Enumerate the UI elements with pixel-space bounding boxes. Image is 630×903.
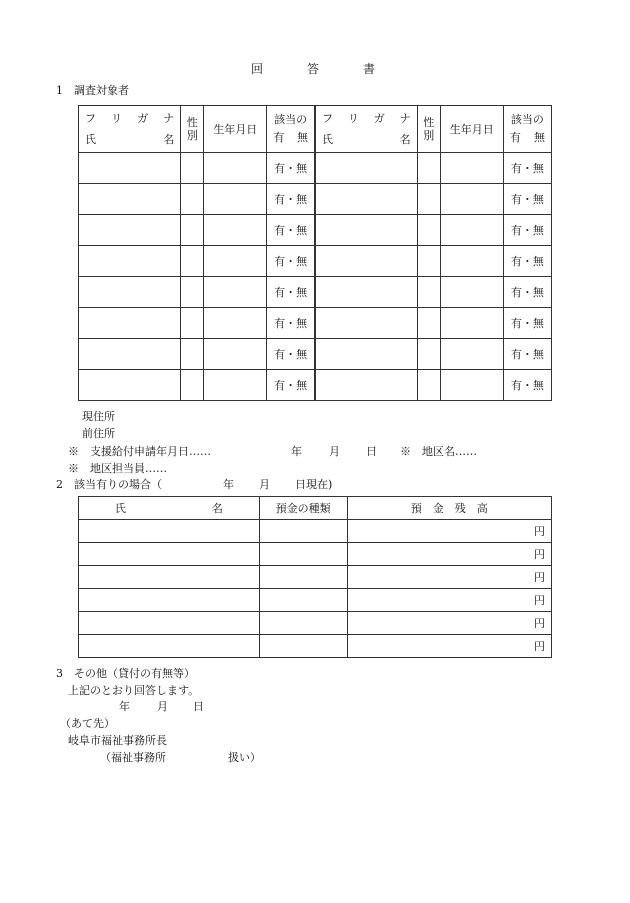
table-row	[79, 184, 552, 215]
umu-cell[interactable]: 有・無	[267, 246, 315, 277]
umu-cell[interactable]: 有・無	[503, 339, 551, 370]
table-row	[79, 246, 552, 277]
yen-cell[interactable]: 円	[347, 566, 552, 589]
umu-cell[interactable]: 有・無	[503, 370, 551, 401]
umu-cell[interactable]: 有・無	[267, 339, 315, 370]
statement-text: 上記のとおり回答します。	[68, 684, 200, 697]
answer-date-day: 日	[193, 700, 204, 713]
support-date-label: ※ 支援給付申請年月日……	[68, 445, 211, 458]
deposits-header-row	[79, 497, 552, 520]
umu-cell[interactable]: 有・無	[503, 153, 551, 184]
yen-cell[interactable]: 円	[347, 612, 552, 635]
table-row	[79, 520, 552, 543]
officer-label: ※ 地区担当員……	[68, 462, 167, 475]
support-date-day: 日	[366, 445, 377, 458]
header-dob: 生年月日	[204, 106, 267, 153]
yen-cell[interactable]: 円	[347, 520, 552, 543]
handled-prefix: （福祉事務所	[100, 751, 166, 764]
umu-cell[interactable]: 有・無	[267, 370, 315, 401]
section2-day: 日現在)	[295, 478, 333, 491]
section2-month: 月	[259, 478, 270, 491]
table-row	[79, 612, 552, 635]
previous-address-label: 前住所	[82, 427, 115, 440]
umu-cell[interactable]: 有・無	[267, 215, 315, 246]
table-row	[79, 308, 552, 339]
header-sex: 性 別	[181, 106, 204, 153]
table-row	[79, 543, 552, 566]
table-row	[79, 370, 552, 401]
umu-cell[interactable]: 有・無	[503, 308, 551, 339]
section1-heading: 1 調査対象者	[56, 84, 129, 97]
table-header-row	[79, 106, 552, 153]
umu-cell[interactable]: 有・無	[267, 308, 315, 339]
header-sex-2: 性 別	[417, 106, 440, 153]
table-row	[79, 215, 552, 246]
umu-cell[interactable]: 有・無	[267, 184, 315, 215]
section2-heading: 2 該当有りの場合（	[56, 478, 162, 491]
section2-year: 年	[223, 478, 234, 491]
header-applicable: 該当の 有 無	[267, 106, 315, 153]
yen-cell[interactable]: 円	[347, 543, 552, 566]
support-date-year: 年	[291, 445, 302, 458]
umu-cell[interactable]: 有・無	[267, 153, 315, 184]
table-row	[79, 153, 552, 184]
page-title: 回答書	[250, 62, 419, 76]
current-address-label: 現住所	[82, 410, 115, 423]
table-row	[79, 566, 552, 589]
support-date-month: 月	[329, 445, 340, 458]
yen-cell[interactable]: 円	[347, 635, 552, 658]
header-deposit-type: 預金の種類	[259, 497, 347, 520]
header-furigana-name-2: フ リ ガ ナ 氏 名	[315, 106, 417, 153]
subjects-table	[78, 105, 552, 401]
table-row	[79, 635, 552, 658]
umu-cell[interactable]: 有・無	[503, 215, 551, 246]
answer-date-year: 年	[119, 700, 130, 713]
header-name: 氏 名	[79, 497, 260, 520]
section3-heading: 3 その他（貸付の有無等）	[56, 667, 195, 680]
header-balance: 預 金 残 高	[347, 497, 552, 520]
header-applicable-2: 該当の 有 無	[503, 106, 551, 153]
district-label: ※ 地区名……	[400, 445, 477, 458]
table-row	[79, 277, 552, 308]
table-row	[79, 589, 552, 612]
header-dob-2: 生年月日	[440, 106, 503, 153]
handled-suffix: 扱い）	[228, 751, 261, 764]
recipient-name: 岐阜市福祉事務所長	[68, 734, 167, 747]
recipient-label: （あて先）	[60, 717, 115, 730]
umu-cell[interactable]: 有・無	[503, 277, 551, 308]
header-furigana-name: フ リ ガ ナ 氏 名	[79, 106, 181, 153]
table-row	[79, 339, 552, 370]
yen-cell[interactable]: 円	[347, 589, 552, 612]
answer-date-month: 月	[157, 700, 168, 713]
umu-cell[interactable]: 有・無	[267, 277, 315, 308]
umu-cell[interactable]: 有・無	[503, 184, 551, 215]
deposits-table	[78, 496, 552, 658]
umu-cell[interactable]: 有・無	[503, 246, 551, 277]
